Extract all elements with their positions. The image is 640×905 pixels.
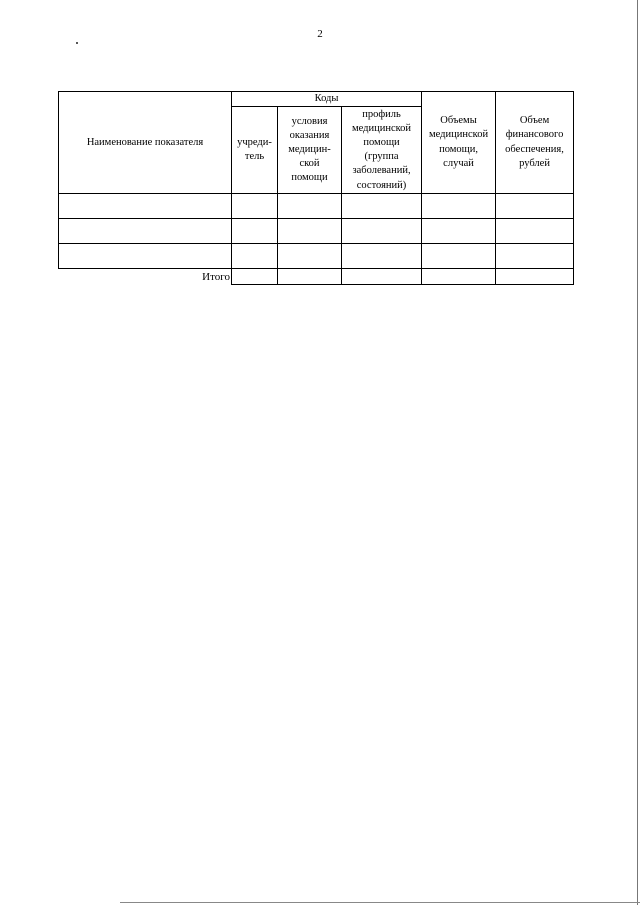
table-cell (422, 194, 496, 219)
table-cell (422, 244, 496, 269)
total-cell (232, 269, 278, 285)
indicator-name-header: Наименование показателя (59, 92, 232, 194)
table-cell (342, 244, 422, 269)
total-cell (496, 269, 574, 285)
table-cell (278, 244, 342, 269)
table-cell (232, 244, 278, 269)
total-cell (342, 269, 422, 285)
table-cell (232, 219, 278, 244)
codes-group-header: Коды (232, 92, 422, 107)
table-cell (342, 194, 422, 219)
table-cell (232, 194, 278, 219)
page-number: 2 (317, 28, 323, 40)
table-cell (59, 194, 232, 219)
total-cell (278, 269, 342, 285)
table-cell (59, 244, 232, 269)
founder-code-header: учреди- тель (232, 107, 278, 194)
table-cell (59, 219, 232, 244)
care-conditions-code-header: условия оказания медицин- ской помощи (278, 107, 342, 194)
table-cell (496, 219, 574, 244)
total-row (59, 269, 574, 285)
care-volume-header: Объемы медицинской помощи, случай (422, 92, 496, 194)
table-cell (342, 219, 422, 244)
scan-edge-right (637, 0, 638, 905)
table-cell (422, 219, 496, 244)
header-row-top (59, 92, 574, 107)
report-table (58, 91, 574, 285)
table-cell (496, 194, 574, 219)
table-row (59, 194, 574, 219)
table-row (59, 219, 574, 244)
table-row (59, 244, 574, 269)
table-cell (496, 244, 574, 269)
table-cell (278, 219, 342, 244)
care-profile-code-header: профиль медицинской помощи (группа заболеваний, состояний) (342, 107, 422, 194)
scan-speck (76, 42, 78, 44)
total-cell (422, 269, 496, 285)
table-cell (278, 194, 342, 219)
scan-edge-bottom (120, 902, 640, 903)
financing-volume-header: Объем финансового обеспечения, рублей (496, 92, 574, 194)
total-label: Итого (202, 270, 230, 283)
